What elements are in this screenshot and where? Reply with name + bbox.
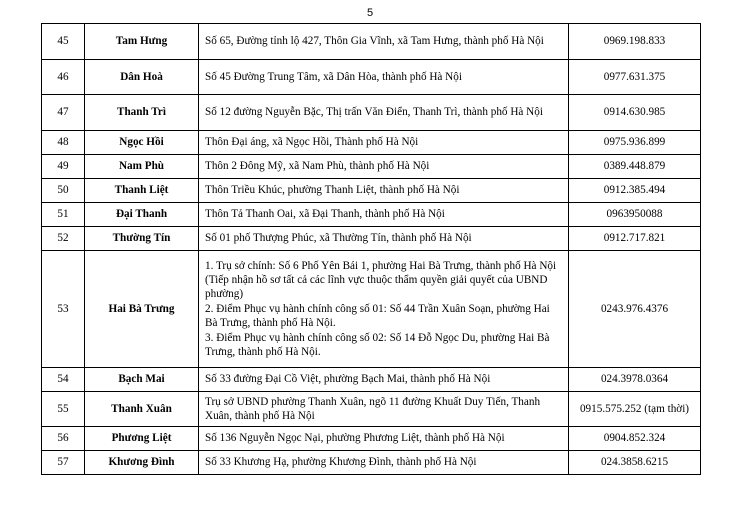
office-address <box>199 203 569 227</box>
table-body <box>42 24 701 475</box>
address-line: Thôn Tả Thanh Oai, xã Đại Thanh, thành phố Hà Nội <box>205 208 445 221</box>
address-line: Số 33 đường Đại Cồ Việt, phường Bạch Mai, thành phố Hà Nội <box>205 373 491 386</box>
table-row <box>42 155 701 179</box>
phone-number: 0912.385.494 <box>569 179 701 203</box>
table-row <box>42 427 701 451</box>
phone-number: 0912.717.821 <box>569 227 701 251</box>
address-line: Số 136 Nguyễn Ngọc Nại, phường Phương Liệt, thành phố Hà Nội <box>205 432 505 445</box>
row-number: 49 <box>42 155 85 179</box>
table-row <box>42 451 701 475</box>
phone-number: 0915.575.252 (tạm thời) <box>569 392 701 427</box>
phone-number: 0963950088 <box>569 203 701 227</box>
office-address <box>199 251 569 368</box>
ward-name: Thường Tín <box>85 227 199 251</box>
ward-name: Khương Đình <box>85 451 199 475</box>
address-line: 1. Trụ sở chính: Số 6 Phố Yên Bái 1, phường Hai Bà Trưng, thành phố Hà Nội (Tiếp nhận hồ sơ tất cả các lĩnh vực thuộc thẩm quyền giải quyết của UBND phường) <box>205 259 557 301</box>
table-row <box>42 131 701 155</box>
office-directory-table <box>41 23 701 475</box>
row-number: 48 <box>42 131 85 155</box>
ward-name: Đại Thanh <box>85 203 199 227</box>
row-number: 57 <box>42 451 85 475</box>
phone-number: 0969.198.833 <box>569 24 701 60</box>
ward-name: Hai Bà Trưng <box>85 251 199 368</box>
row-number: 52 <box>42 227 85 251</box>
row-number: 56 <box>42 427 85 451</box>
table-row <box>42 95 701 131</box>
table-row <box>42 227 701 251</box>
ward-name: Dân Hoà <box>85 60 199 95</box>
ward-name: Thanh Liệt <box>85 179 199 203</box>
office-address <box>199 60 569 95</box>
office-address <box>199 427 569 451</box>
phone-number: 0977.631.375 <box>569 60 701 95</box>
phone-number: 0914.630.985 <box>569 95 701 131</box>
office-address <box>199 227 569 251</box>
address-line: Số 12 đường Nguyễn Bặc, Thị trấn Văn Điển, Thanh Trì, thành phố Hà Nội <box>205 106 543 119</box>
address-line: 2. Điểm Phục vụ hành chính công số 01: Số 44 Trần Xuân Soạn, phường Hai Bà Trưng, thành phố Hà Nội. <box>205 302 550 330</box>
office-address <box>199 392 569 427</box>
address-line: 3. Điểm Phục vụ hành chính công số 02: Số 14 Đỗ Ngọc Du, phường Hai Bà Trưng, thành phố Hà Nội. <box>205 331 550 359</box>
row-number: 45 <box>42 24 85 60</box>
ward-name: Phương Liệt <box>85 427 199 451</box>
address-line: Thôn 2 Đông Mỹ, xã Nam Phù, thành phố Hà Nội <box>205 160 430 173</box>
office-address <box>199 24 569 60</box>
row-number: 54 <box>42 368 85 392</box>
row-number: 55 <box>42 392 85 427</box>
table-row <box>42 368 701 392</box>
address-line: Trụ sở UBND phường Thanh Xuân, ngõ 11 đường Khuất Duy Tiến, Thanh Xuân, thành phố Hà Nội <box>205 395 541 422</box>
address-line: Số 01 phố Thượng Phúc, xã Thường Tín, thành phố Hà Nội <box>205 232 472 245</box>
table-row <box>42 60 701 95</box>
row-number: 46 <box>42 60 85 95</box>
address-line: Thôn Đại áng, xã Ngọc Hồi, Thành phố Hà Nội <box>205 136 419 149</box>
table-row <box>42 24 701 60</box>
office-address <box>199 451 569 475</box>
ward-name: Ngọc Hồi <box>85 131 199 155</box>
address-line: Số 65, Đường tỉnh lộ 427, Thôn Gia Vĩnh, xã Tam Hưng, thành phố Hà Nội <box>205 35 544 48</box>
row-number: 47 <box>42 95 85 131</box>
row-number: 50 <box>42 179 85 203</box>
office-address <box>199 179 569 203</box>
table-row <box>42 392 701 427</box>
phone-number: 024.3858.6215 <box>569 451 701 475</box>
office-address <box>199 131 569 155</box>
address-line: Số 33 Khương Hạ, phường Khương Đình, thành phố Hà Nội <box>205 456 477 469</box>
phone-number: 0904.852.324 <box>569 427 701 451</box>
phone-number: 0975.936.899 <box>569 131 701 155</box>
ward-name: Thanh Trì <box>85 95 199 131</box>
address-line: Số 45 Đường Trung Tâm, xã Dân Hòa, thành phố Hà Nội <box>205 70 462 83</box>
page-number: 5 <box>366 7 374 19</box>
phone-number: 024.3978.0364 <box>569 368 701 392</box>
table-row <box>42 179 701 203</box>
ward-name: Bạch Mai <box>85 368 199 392</box>
office-address <box>199 155 569 179</box>
table-row <box>42 203 701 227</box>
ward-name: Tam Hưng <box>85 24 199 60</box>
ward-name: Nam Phù <box>85 155 199 179</box>
office-address <box>199 95 569 131</box>
table-row <box>42 251 701 368</box>
ward-name: Thanh Xuân <box>85 392 199 427</box>
row-number: 53 <box>42 251 85 368</box>
phone-number: 0389.448.879 <box>569 155 701 179</box>
row-number: 51 <box>42 203 85 227</box>
address-line: Thôn Triều Khúc, phường Thanh Liệt, thành phố Hà Nội <box>205 184 460 197</box>
phone-number: 0243.976.4376 <box>569 251 701 368</box>
office-address <box>199 368 569 392</box>
